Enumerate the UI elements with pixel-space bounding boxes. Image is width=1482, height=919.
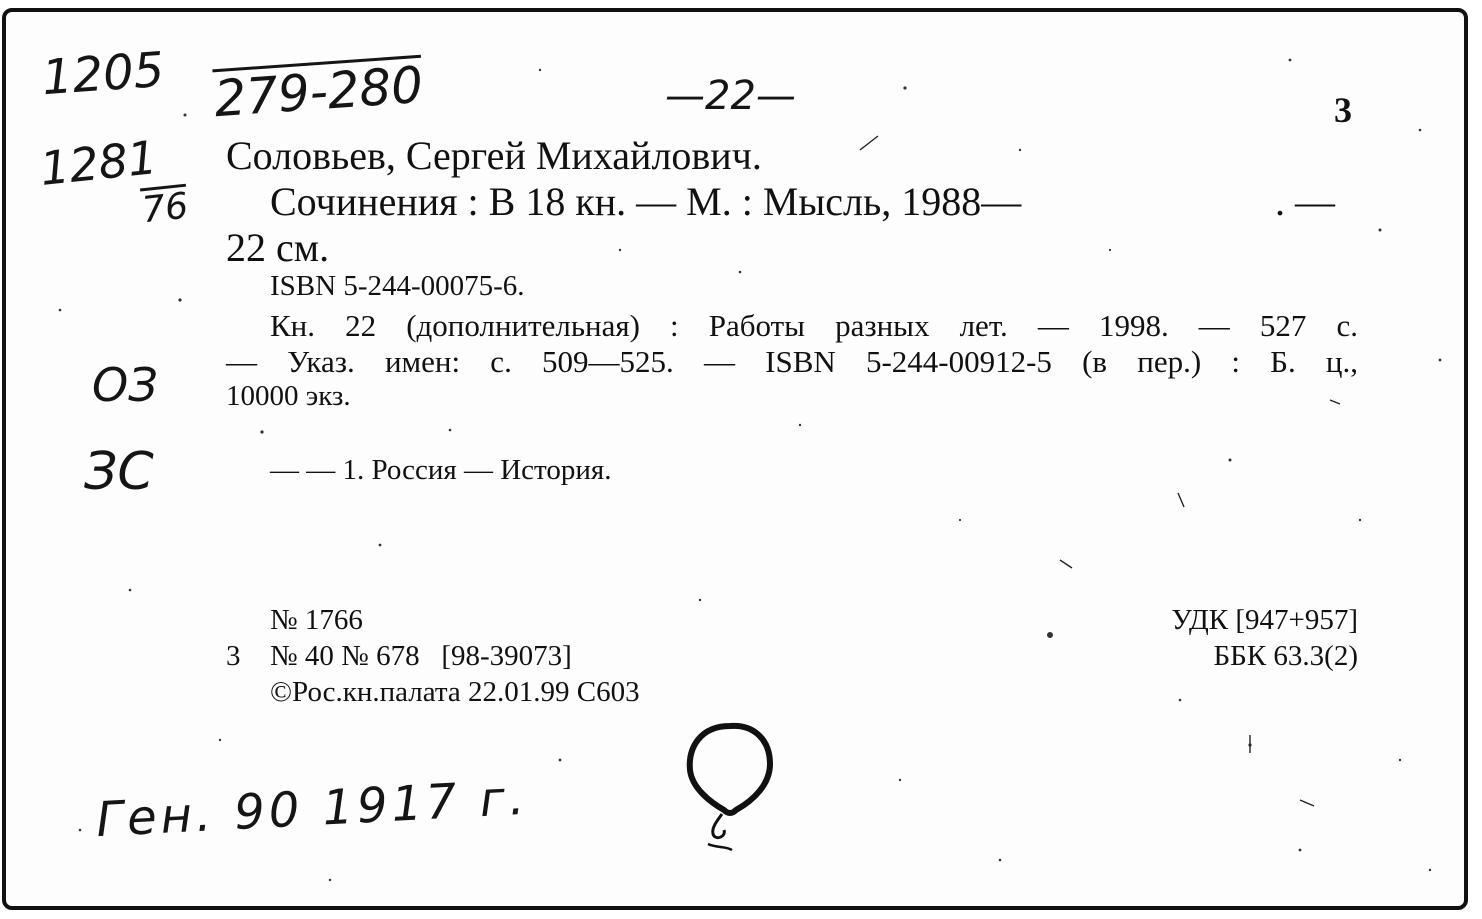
title-line: Сочинения : В 18 кн. — М. : Мысль, 1988— [270, 179, 1022, 224]
record-left-digit: 3 [226, 640, 241, 672]
subject-headings: — — 1. Россия — История. [270, 454, 612, 486]
handwritten-page-range: 279-280 [212, 55, 425, 129]
handwritten-code-zs: ЗС [84, 442, 154, 502]
record-line: № 40 № 678 [98-39073] [270, 640, 572, 672]
udk-classification: УДК [947+957] [1171, 604, 1358, 636]
handwritten-shelfmark-bottom: 76 [140, 185, 191, 232]
volume-description-line-1: Кн. 22 (дополнительная) : Работы разных лет. — 1998. — 527 с. [270, 308, 1358, 343]
author-heading: Соловьев, Сергей Михайлович. [226, 133, 762, 178]
volume-description-line-3: 10000 экз. [226, 380, 351, 412]
handwritten-inventory-number: 1205 [40, 41, 166, 107]
title-line-tail: . — [1275, 179, 1335, 224]
volume-description-line-2: — Указ. имен: с. 509—525. — ISBN 5-244-00912-5 (в пер.) : Б. ц., [226, 344, 1358, 379]
record-number: № 1766 [270, 604, 363, 636]
handwritten-shelfmark-top: 1281 [37, 130, 160, 196]
handwritten-volume-mark: —22— [665, 73, 796, 119]
bbk-classification: ББК 63.3(2) [1213, 640, 1358, 672]
handwritten-bottom-note: Ген. 90 1917 г. [94, 769, 530, 849]
card-corner-number: 3 [1334, 90, 1352, 130]
physical-size: 22 см. [226, 225, 330, 270]
isbn-main: ISBN 5-244-00075-6. [270, 270, 525, 302]
handwritten-code-oz: ОЗ [92, 358, 158, 412]
hand-drawn-loop-mark [680, 718, 780, 858]
copyright-line: ©Рос.кн.палата 22.01.99 С603 [270, 676, 640, 708]
